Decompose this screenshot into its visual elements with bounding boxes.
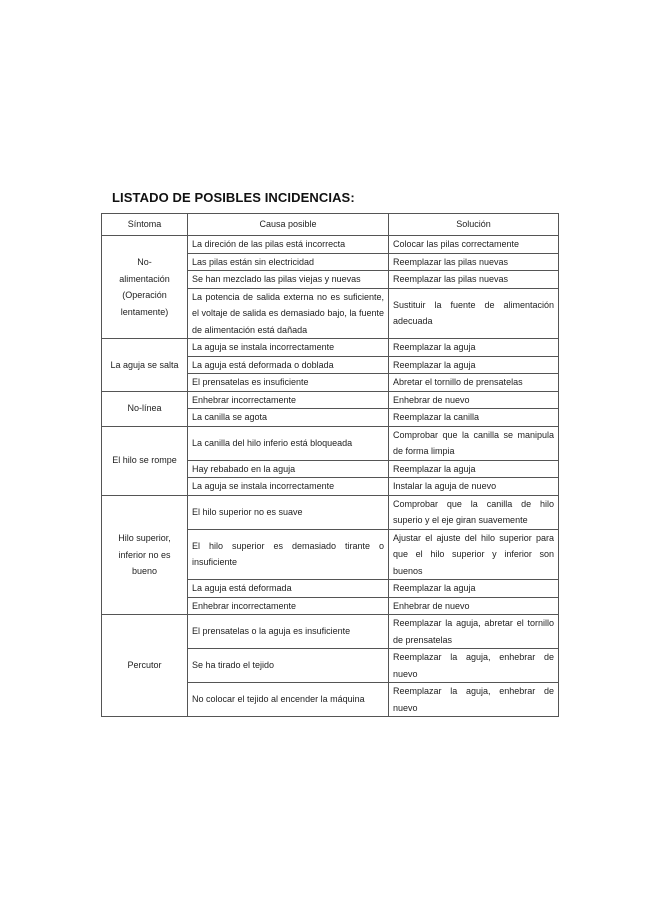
symptom-cell: No-línea [102,391,188,426]
solution-cell: Sustituir la fuente de alimentación adecuada [389,288,559,339]
symptom-cell: Hilo superior, inferior no es bueno [102,495,188,615]
cause-cell: El prensatelas es insuficiente [188,374,389,392]
table-row [102,615,559,649]
solution-cell: Ajustar el ajuste del hilo superior para que el hilo superior y inferior son buenos [389,529,559,580]
cause-cell: La potencia de salida externa no es suficiente, el voltaje de salida es demasiado bajo, la fuente de alimentación está dañada [188,288,389,339]
solution-cell: Reemplazar la aguja, abretar el tornillo de prensatelas [389,615,559,649]
solution-cell: Abretar el tornillo de prensatelas [389,374,559,392]
solution-cell: Reemplazar la aguja [389,580,559,598]
solution-cell: Comprobar que la canilla se manipula de forma limpia [389,426,559,460]
header-row [102,214,559,236]
cause-cell: La aguja está deformada o doblada [188,356,389,374]
solution-cell: Reemplazar la aguja, enhebrar de nuevo [389,649,559,683]
symptom-cell: No-alimentación (Operación lentamente) [102,236,188,339]
solution-cell: Reemplazar la aguja [389,460,559,478]
table-row [102,391,559,409]
table-row [102,339,559,357]
cause-cell: La aguja está deformada [188,580,389,598]
solution-cell: Reemplazar la canilla [389,409,559,427]
solution-cell: Reemplazar la aguja [389,339,559,357]
cause-cell: Se han mezclado las pilas viejas y nuevas [188,271,389,289]
cause-cell: Las pilas están sin electricidad [188,253,389,271]
table-row [102,236,559,254]
cause-cell: El hilo superior no es suave [188,495,389,529]
solution-cell: Colocar las pilas correctamente [389,236,559,254]
solution-cell: Instalar la aguja de nuevo [389,478,559,496]
symptom-cell: Percutor [102,615,188,717]
solution-cell: Reemplazar la aguja, enhebrar de nuevo [389,683,559,717]
cause-cell: No colocar el tejido al encender la máquina [188,683,389,717]
page-title: LISTADO DE POSIBLES INCIDENCIAS: [112,190,355,205]
solution-cell: Reemplazar la aguja [389,356,559,374]
cause-cell: El hilo superior es demasiado tirante o insuficiente [188,529,389,580]
symptom-cell: El hilo se rompe [102,426,188,495]
solution-cell: Reemplazar las pilas nuevas [389,253,559,271]
table-row [102,495,559,529]
cause-cell: Enhebrar incorrectamente [188,597,389,615]
header-cause: Causa posible [188,214,389,236]
solution-cell: Enhebrar de nuevo [389,391,559,409]
cause-cell: Enhebrar incorrectamente [188,391,389,409]
cause-cell: La canilla se agota [188,409,389,427]
cause-cell: Se ha tirado el tejido [188,649,389,683]
solution-cell: Reemplazar las pilas nuevas [389,271,559,289]
cause-cell: La aguja se instala incorrectamente [188,339,389,357]
solution-cell: Comprobar que la canilla de hilo superio y el eje giran suavemente [389,495,559,529]
incidents-table [101,213,559,717]
cause-cell: El prensatelas o la aguja es insuficiente [188,615,389,649]
symptom-cell: La aguja se salta [102,339,188,392]
solution-cell: Enhebrar de nuevo [389,597,559,615]
cause-cell: La canilla del hilo inferio está bloqueada [188,426,389,460]
header-symptom: Síntoma [102,214,188,236]
header-solution: Solución [389,214,559,236]
cause-cell: La aguja se instala incorrectamente [188,478,389,496]
cause-cell: Hay rebabado en la aguja [188,460,389,478]
cause-cell: La direción de las pilas está incorrecta [188,236,389,254]
table-row [102,426,559,460]
